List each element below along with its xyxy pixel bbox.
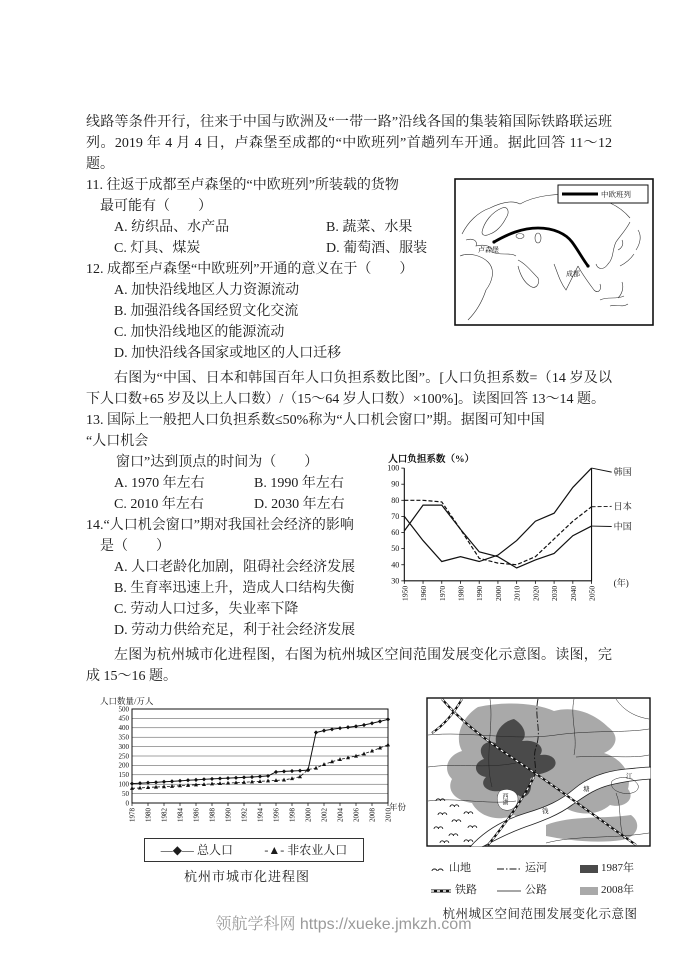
hz-chart-caption: 杭州市城市化进程图 <box>183 869 310 884</box>
svg-text:40: 40 <box>391 560 400 570</box>
hz-chart-xlabel: 年份 <box>389 802 406 812</box>
canal-legend-icon <box>496 866 522 872</box>
svg-text:2040: 2040 <box>568 585 578 601</box>
svg-text:1990: 1990 <box>224 808 233 822</box>
svg-text:1982: 1982 <box>160 808 169 822</box>
hangzhou-map-svg <box>426 697 651 847</box>
watermark-footer <box>0 914 687 935</box>
q12-option-d: D. 加快沿线各国家或地区的人口迁移 <box>114 346 342 361</box>
q11-option-a: A. 纺织品、水产品 <box>114 220 230 235</box>
chengdu-label: 成都 <box>566 270 580 278</box>
extent-2008-legend-swatch <box>580 887 598 895</box>
svg-text:1988: 1988 <box>208 808 217 822</box>
series-label-日本: 日本 <box>613 501 632 512</box>
legend-label-highway: 公路 <box>525 884 547 896</box>
total-population-legend-label: 总人口 <box>196 842 233 857</box>
svg-text:1994: 1994 <box>256 808 265 822</box>
burden-chart-title: 人口负担系数（%） <box>388 454 475 466</box>
svg-text:90: 90 <box>391 479 400 489</box>
svg-text:1998: 1998 <box>288 808 297 822</box>
river-char-1: 钱 <box>542 808 549 815</box>
q12-option-c: C. 加快沿线地区的能源流动 <box>114 325 285 340</box>
q11-option-d: D. 葡萄酒、服装 <box>326 241 428 256</box>
legend-label-railway: 铁路 <box>455 884 477 896</box>
q13-stem-line1: 13. 国际上一般把人口负担系数≤50%称为“人口机会窗口”期。据图可知中国 <box>86 413 545 428</box>
axes <box>404 468 591 581</box>
question-13-14-section <box>86 452 654 641</box>
svg-text:1950: 1950 <box>400 585 410 601</box>
legend-label-1987: 1987年 <box>601 862 634 874</box>
eurasia-route-map <box>454 178 654 333</box>
highway-legend-icon <box>496 888 522 894</box>
svg-text:200: 200 <box>118 761 129 770</box>
svg-text:2000: 2000 <box>493 585 503 601</box>
chengdu-point <box>586 264 589 267</box>
svg-text:2010: 2010 <box>512 585 522 601</box>
svg-text:70: 70 <box>391 511 400 521</box>
west-lake-label: 西湖 <box>501 793 507 805</box>
legend-label-2008: 2008年 <box>601 884 634 896</box>
svg-text:2030: 2030 <box>550 585 560 601</box>
burden-chart-svg <box>362 452 654 605</box>
q13-option-b: B. 1990 年左右 <box>254 476 344 491</box>
q14-option-a: A. 人口老龄化加剧，阻碍社会经济发展 <box>114 560 356 575</box>
legend-label-mountain: 山地 <box>449 862 471 874</box>
bottom-figures-row <box>86 695 654 925</box>
svg-text:1980: 1980 <box>144 808 153 822</box>
total-population-marker-icon: —◆— <box>160 842 194 857</box>
map-legend <box>558 185 648 203</box>
q14-option-b: B. 生育率迅速上升，造成人口结构失衡 <box>114 581 355 596</box>
series-总人口 <box>132 719 388 783</box>
svg-text:0: 0 <box>125 799 129 808</box>
q11-stem: 11. 往返于成都至卢森堡的“中欧班列”所装载的货物 <box>86 178 399 193</box>
luxembourg-label: 卢森堡 <box>478 246 499 254</box>
svg-text:80: 80 <box>391 495 400 505</box>
q13-option-a: A. 1970 年左右 <box>114 476 205 491</box>
svg-text:1960: 1960 <box>419 585 429 601</box>
svg-text:50: 50 <box>391 544 400 554</box>
q14-option-c: C. 劳动人口过多，失业率下降 <box>114 602 299 617</box>
svg-text:400: 400 <box>118 724 129 733</box>
watermark-link[interactable]: 领航学科网 https://xueke.jmkzh.com <box>215 916 472 933</box>
svg-text:100: 100 <box>118 780 129 789</box>
q12-option-a: A. 加快沿线地区人力资源流动 <box>114 283 300 298</box>
question-11-12-section <box>86 175 654 364</box>
svg-text:2050: 2050 <box>587 585 597 601</box>
svg-text:500: 500 <box>118 705 129 714</box>
series-label-韩国: 韩国 <box>613 467 632 478</box>
non-agricultural-marker-icon: -▲- <box>264 842 285 857</box>
q11-stem-cont: 最可能有（ ） <box>100 199 212 214</box>
q12-stem: 12. 成都至卢森堡“中欧班列”开通的意义在于（ ） <box>86 262 414 277</box>
burden-chart-year-unit: (年) <box>613 577 629 588</box>
hangzhou-map-caption: 杭州城区空间范围发展变化示意图 <box>442 907 638 921</box>
hz-chart-legend <box>144 838 364 862</box>
q13-option-c: C. 2010 年左右 <box>114 497 204 512</box>
hangzhou-intro-paragraph: 左图为杭州城市化进程图，右图为杭州城区空间范围发展变化示意图。读图，完成 15～16 题。 <box>86 648 612 684</box>
hz-chart-ylabel: 人口数量/万人 <box>100 696 154 706</box>
q11-option-b: B. 蔬菜、水果 <box>326 220 413 235</box>
svg-text:1996: 1996 <box>272 808 281 822</box>
svg-text:350: 350 <box>118 733 129 742</box>
hangzhou-extent-map <box>426 695 654 925</box>
svg-text:2010: 2010 <box>384 808 393 822</box>
route-legend-label: 中欧班列 <box>601 190 631 199</box>
svg-text:1992: 1992 <box>240 808 249 822</box>
q14-option-d: D. 劳动力供给充足，利于社会经济发展 <box>114 623 356 638</box>
svg-text:250: 250 <box>118 752 129 761</box>
svg-text:450: 450 <box>118 714 129 723</box>
svg-text:150: 150 <box>118 771 129 780</box>
series-中国 <box>404 505 591 568</box>
svg-text:2002: 2002 <box>320 808 329 822</box>
river-char-2: 塘 <box>583 786 590 793</box>
luxembourg-point <box>492 240 495 243</box>
hangzhou-chart-svg <box>86 695 406 829</box>
legend-label-canal: 运河 <box>525 862 547 874</box>
series-label-中国: 中国 <box>613 521 632 532</box>
svg-text:2000: 2000 <box>304 808 313 822</box>
eurasia-map-svg <box>454 178 654 326</box>
railway-legend-icon <box>430 888 452 894</box>
river-char-3: 江 <box>626 773 633 780</box>
series-韩国 <box>404 468 591 561</box>
svg-text:1970: 1970 <box>437 585 447 601</box>
svg-text:30: 30 <box>391 576 400 586</box>
q14-stem: 14.“人口机会窗口”期对我国社会经济的影响 <box>86 518 354 533</box>
hangzhou-map-legend <box>430 858 654 901</box>
intro-paragraph: 线路等条件开行，往来于中国与欧洲及“一带一路”沿线各国的集装箱国际铁路联运班列。2019 年 4 月 4 日，卢森堡至成都的“中欧班列”首趟列车开通。据此回答 11～12 题。 <box>86 115 612 172</box>
q11-option-c: C. 灯具、煤炭 <box>114 241 201 256</box>
mountain-legend-icon <box>430 864 446 873</box>
hangzhou-urbanization-chart <box>86 695 408 887</box>
svg-text:1980: 1980 <box>456 585 466 601</box>
svg-text:50: 50 <box>122 789 129 798</box>
burden-intro-paragraph: 右图为“中国、日本和韩国百年人口负担系数比图”。[人口负担系数=（14 岁及以下人口数+65 岁及以上人口数）/（15～64 岁人口数）×100%]。读图回答 13～14 题。 <box>86 371 612 407</box>
svg-text:2008: 2008 <box>368 808 377 822</box>
svg-text:1986: 1986 <box>192 808 201 822</box>
q13-stem-line3: 窗口”达到顶点的时间为（ ） <box>116 455 319 470</box>
q13-option-d: D. 2030 年左右 <box>254 497 345 512</box>
svg-text:1984: 1984 <box>176 808 185 822</box>
svg-text:100: 100 <box>387 463 400 473</box>
svg-text:2004: 2004 <box>336 808 345 822</box>
svg-text:2006: 2006 <box>352 808 361 822</box>
population-burden-chart <box>362 452 654 612</box>
svg-text:1978: 1978 <box>128 808 137 822</box>
q12-option-b: B. 加强沿线各国经贸文化交流 <box>114 304 299 319</box>
extent-1987-legend-swatch <box>580 865 598 873</box>
svg-text:2020: 2020 <box>531 585 541 601</box>
svg-text:300: 300 <box>118 742 129 751</box>
q14-stem-cont: 是（ ） <box>100 539 170 554</box>
svg-text:60: 60 <box>391 528 400 538</box>
q13-stem-line2: “人口机会 <box>86 434 149 449</box>
svg-text:1990: 1990 <box>475 585 485 601</box>
non-agricultural-legend-label: 非农业人口 <box>287 842 348 857</box>
